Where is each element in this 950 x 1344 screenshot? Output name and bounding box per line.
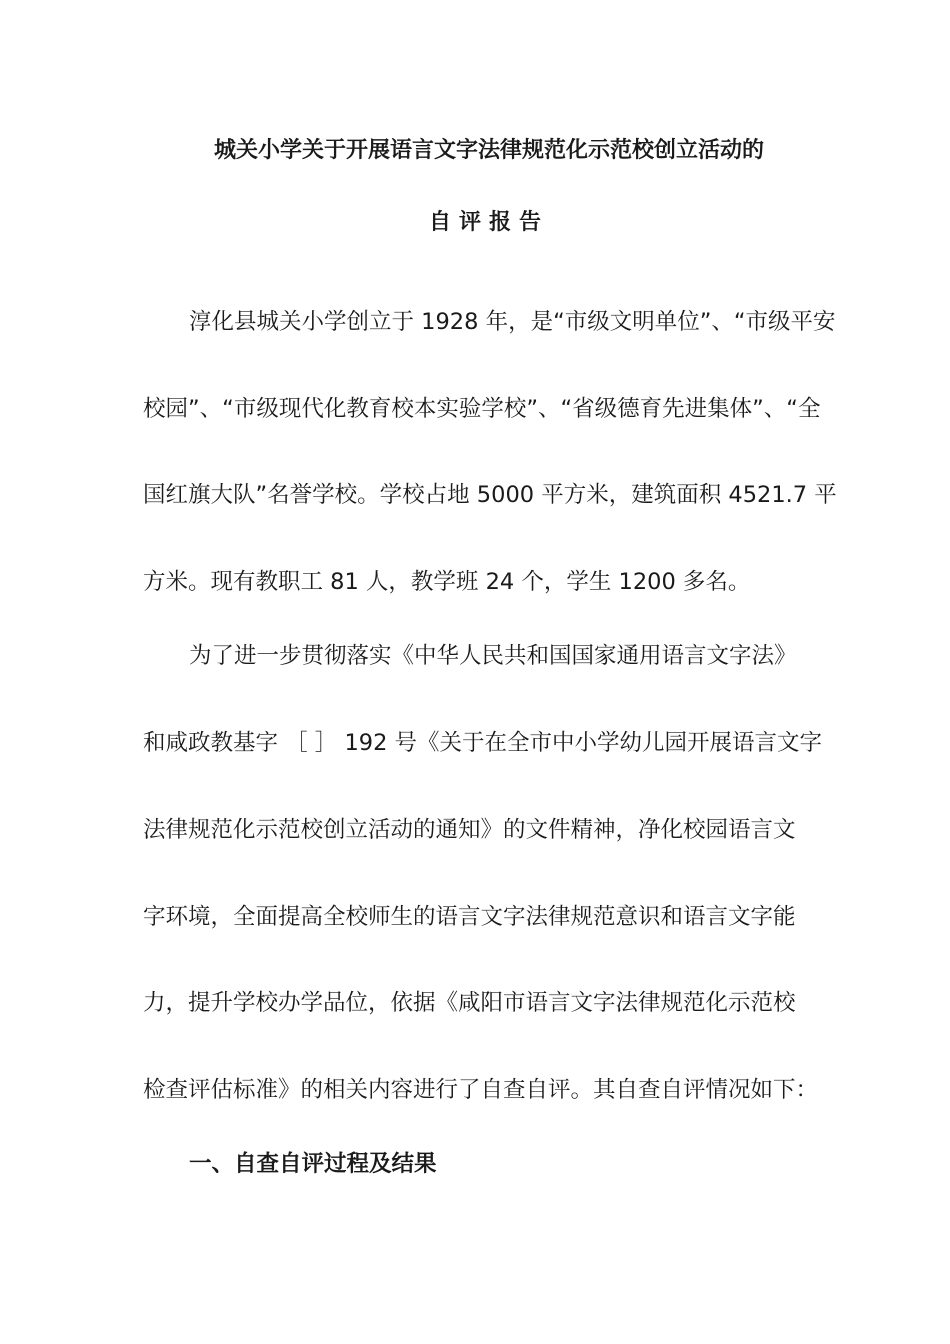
section-heading: 一、自查自评过程及结果 (189, 1151, 437, 1177)
paragraph-2-line-3: 法律规范化示范校创立活动的通知》的文件精神，净化校园语言文 (143, 817, 796, 843)
paragraph-2-line-5: 力，提升学校办学品位，依据《咸阳市语言文字法律规范化示范校 (143, 990, 796, 1016)
paragraph-1-line-2: 校园”、“市级现代化教育校本实验学校”、“省级德育先进集体”、“全 (143, 396, 821, 422)
paragraph-2-line-1: 为了进一步贯彻落实《中华人民共和国国家通用语言文字法》 (189, 643, 797, 669)
document-title-line-2: 自评报告 (428, 210, 549, 235)
paragraph-1-line-4: 方米。现有教职工 81 人，教学班 24 个，学生 1200 多名。 (143, 569, 751, 595)
document-title-line-1: 城关小学关于开展语言文字法律规范化示范校创立活动的 (213, 138, 764, 163)
paragraph-2-line-4: 字环境，全面提高全校师生的语言文字法律规范意识和语言文字能 (143, 904, 796, 930)
paragraph-1-line-1: 淳化县城关小学创立于 1928 年，是“市级文明单位”、“市级平安 (189, 309, 836, 335)
paragraph-2-line-6: 检查评估标准》的相关内容进行了自查自评。其自查自评情况如下： (143, 1077, 819, 1103)
paragraph-2-line-2: 和咸政教基字 ［ ］ 192 号《关于在全市中小学幼儿园开展语言文字 (143, 730, 823, 756)
paragraph-1-line-3: 国红旗大队”名誉学校。学校占地 5000 平方米，建筑面积 4521.7 平 (143, 482, 837, 508)
